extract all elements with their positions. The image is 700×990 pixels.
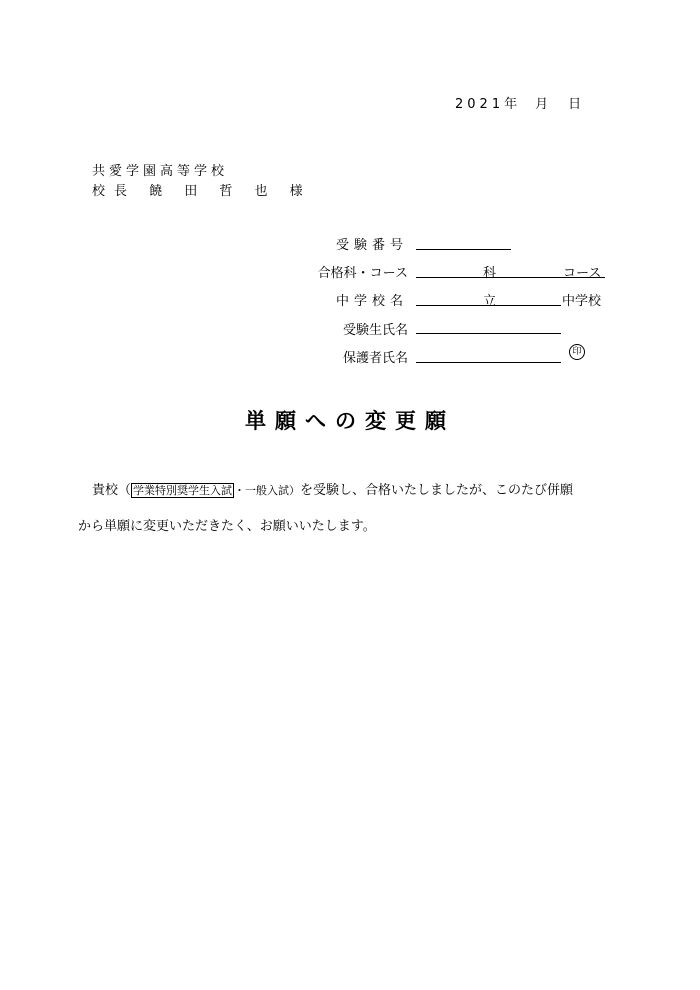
student-name-label: 受験生氏名 bbox=[342, 323, 408, 338]
exam-number-label: 受験番号 bbox=[335, 238, 408, 253]
middle-school-ritsu-text: 立 bbox=[483, 294, 497, 309]
middle-school-suffix-text: 中学校 bbox=[562, 294, 602, 309]
guardian-name-label: 保護者氏名 bbox=[342, 351, 408, 366]
body-p1-rest: を受験し、合格いたしましたが、このたび併願 bbox=[300, 483, 574, 498]
middle-school-label: 中学校名 bbox=[335, 294, 408, 309]
guardian-name-field[interactable] bbox=[416, 362, 561, 363]
body-paragraph-line-1 bbox=[92, 479, 573, 498]
seal-icon: 印 bbox=[569, 344, 585, 360]
body-paragraph-line-2: から単願に変更いただきたく、お願いいたします。 bbox=[78, 519, 376, 534]
course-ka-text: 科 bbox=[483, 266, 497, 281]
exam-type-selected-box[interactable]: 学業特別奨学生入試 bbox=[133, 484, 233, 497]
exam-type-other[interactable]: ・一般入試） bbox=[234, 484, 301, 497]
date-month: 月 bbox=[535, 97, 553, 112]
course-label: 合格科・コース bbox=[317, 266, 408, 281]
addressee-principal: 校長 饒 田 哲 也 様 bbox=[92, 184, 312, 199]
page-title: 単願への変更願 bbox=[245, 409, 455, 433]
date-day: 日 bbox=[568, 97, 586, 112]
addressee-school: 共愛学園高等学校 bbox=[92, 164, 229, 179]
date-year: 2021年 bbox=[455, 97, 522, 112]
body-p1-start: 貴校（ bbox=[92, 483, 132, 498]
exam-number-field[interactable] bbox=[416, 249, 511, 250]
student-name-field[interactable] bbox=[416, 333, 561, 334]
date-line bbox=[455, 93, 585, 112]
course-suffix-text: コース bbox=[563, 266, 602, 281]
